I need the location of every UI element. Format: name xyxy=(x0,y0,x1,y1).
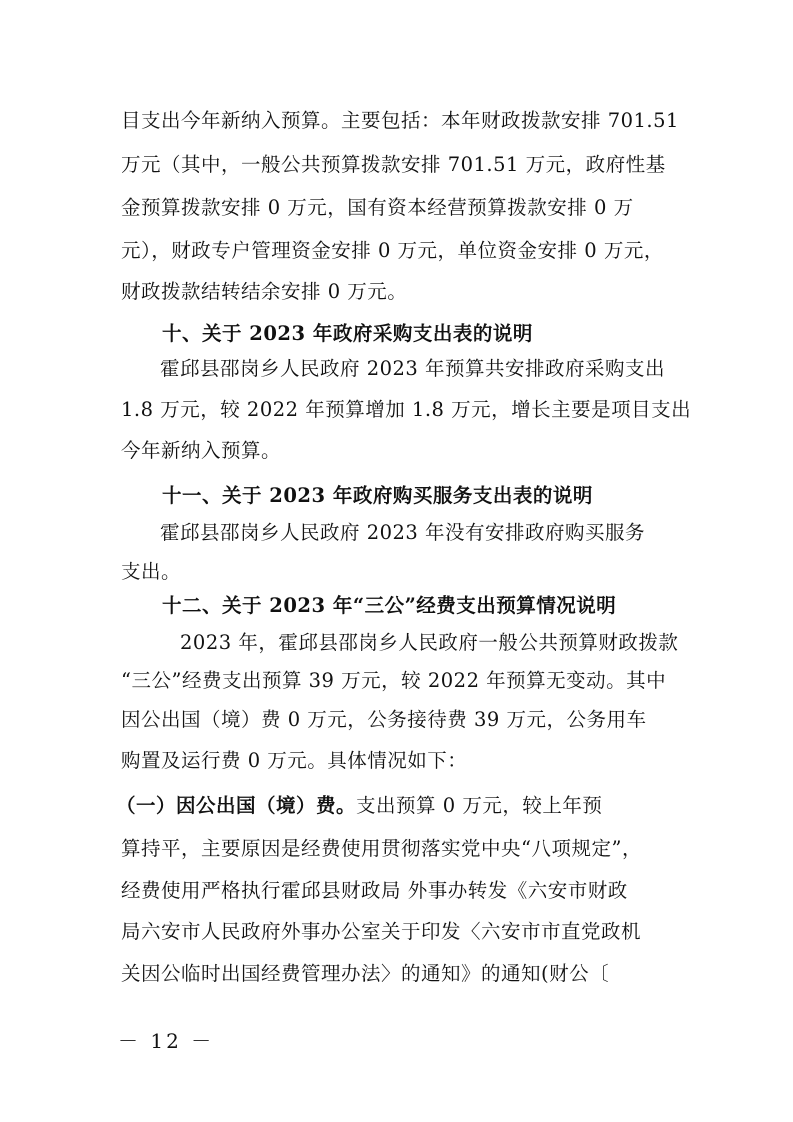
body-line: 目支出今年新纳入预算。主要包括：本年财政拨款安排 701.51 xyxy=(121,109,679,132)
body-line: 霍邱县邵岗乡人民政府 2023 年没有安排政府购买服务 xyxy=(160,521,646,544)
body-line: 购置及运行费 0 万元。具体情况如下： xyxy=(121,749,468,772)
section-heading: 十二、关于 2023 年“三公”经费支出预算情况说明 xyxy=(162,594,617,617)
body-line: 2023 年，霍邱县邵岗乡人民政府一般公共预算财政拨款 xyxy=(180,631,679,654)
section-heading: 十、关于 2023 年政府采购支出表的说明 xyxy=(162,322,533,345)
subsection-heading: （一）因公出国（境）费。 xyxy=(116,794,357,817)
body-line: 因公出国（境）费 0 万元，公务接待费 39 万元，公务用车 xyxy=(121,708,647,731)
body-line: 元），财政专户管理资金安排 0 万元，单位资金安排 0 万元， xyxy=(121,239,664,262)
body-line: 1.8 万元，较 2022 年预算增加 1.8 万元，增长主要是项目支出 xyxy=(121,398,692,421)
body-line: 今年新纳入预算。 xyxy=(121,439,282,462)
page-number: － 12 － xyxy=(118,1029,215,1053)
body-line: 算持平，主要原因是经费使用贯彻落实党中央“八项规定”， xyxy=(121,837,642,860)
body-line: 关因公临时出国经费管理办法〉的通知》的通知(财公〔 xyxy=(121,962,610,985)
body-line: “三公”经费支出预算 39 万元，较 2022 年预算无变动。其中 xyxy=(121,669,667,692)
subsection-text: 支出预算 0 万元，较上年预 xyxy=(356,794,603,817)
body-line: 霍邱县邵岗乡人民政府 2023 年预算共安排政府采购支出 xyxy=(160,357,666,380)
body-line: 局六安市人民政府外事办公室关于印发〈六安市市直党政机 xyxy=(121,920,642,943)
body-line: 经费使用严格执行霍邱县财政局 外事办转发《六安市财政 xyxy=(121,879,628,902)
body-line: 金预算拨款安排 0 万元，国有资本经营预算拨款安排 0 万 xyxy=(121,196,634,219)
body-line: 财政拨款结转结余安排 0 万元。 xyxy=(121,280,408,303)
subsection-line xyxy=(116,790,602,818)
section-heading: 十一、关于 2023 年政府购买服务支出表的说明 xyxy=(162,484,593,507)
body-line: 支出。 xyxy=(121,560,182,583)
body-line: 万元（其中，一般公共预算拨款安排 701.51 万元，政府性基 xyxy=(121,153,666,176)
